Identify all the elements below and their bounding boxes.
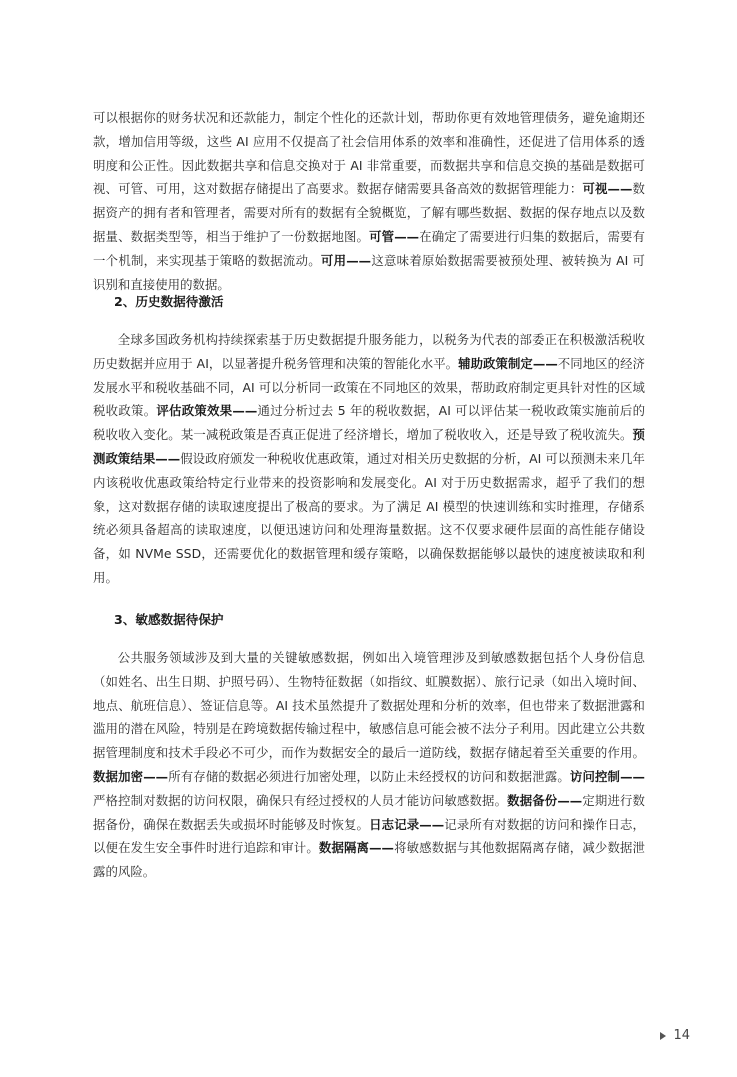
bold-term: 数据备份——: [507, 792, 583, 808]
triangle-right-icon: [660, 1032, 666, 1040]
page-number: 14: [673, 1028, 690, 1043]
body-paragraph-1: 可以根据你的财务状况和还款能力，制定个性化的还款计划，帮助你更有效地管理债务，避免逾期还款，增加信用等级，这些 AI 应用不仅提高了社会信用体系的效率和准确性，还促进了信用体系的透明度和公正性。因此数据共享和信息交换对于 AI 非常重要，而数据共享和信息交换的基础是数据可视、可管、可用，这对数据存储提出了高要求。数据存储需要具备高效的数据管理能力：可视——数据资产的拥有者和管理者，需要对所有的数据有全貌概览，了解有哪些数据、数据的保存地点以及数据量、数据类型等，相当于维护了一份数据地图。可管——在确定了需要进行归集的数据后，需要有一个机制，来实现基于策略的数据流动。可用——这意味着原始数据需要被预处理、被转换为 AI 可识别和直接使用的数据。: [93, 110, 645, 292]
bold-term: 可视——: [582, 181, 633, 197]
body-paragraph-2: 全球多国政务机构持续探索基于历史数据提升服务能力，以税务为代表的部委正在积极激活税收历史数据并应用于 AI，以显著提升税务管理和决策的智能化水平。辅助政策制定——不同地区的经济发展水平和税收基础不同，AI 可以分析同一政策在不同地区的效果，帮助政府制定更具针对性的区域税收政策。评估政策效果——通过分析过去 5 年的税收数据，AI 可以评估某一税收政策实施前后的税收收入变化。某一减税政策是否真正促进了经济增长，增加了税收收入，还是导致了税收流失。预测政策结果——假设政府颁发一种税收优惠政策，通过对相关历史数据的分析，AI 可以预测未来几年内该税收优惠政策给特定行业带来的投资影响和发展变化。AI 对于历史数据需求，超乎了我们的想象，这对数据存储的读取速度提出了极高的要求。为了满足 AI 模型的快速训练和实时推理，存储系统必须具备超高的读取速度，以便迅速访问和处理海量数据。这不仅要求硬件层面的高性能存储设备，如 NVMe SSD，还需要优化的数据管理和缓存策略，以确保数据能够以最快的速度被读取和利用。: [93, 332, 646, 585]
body-paragraph-3: 公共服务领域涉及到大量的关键敏感数据，例如出入境管理涉及到敏感数据包括个人身份信息（如姓名、出生日期、护照号码）、生物特征数据（如指纹、虹膜数据）、旅行记录（如出入境时间、地点、航班信息）、签证信息等。AI 技术虽然提升了数据处理和分析的效率，但也带来了数据泄露和滥用的潜在风险，特别是在跨境数据传输过程中，敏感信息可能会被不法分子利用。因此建立公共数据管理制度和技术手段必不可少，而作为数据安全的最后一道防线，数据存储起着至关重要的作用。数据加密——所有存储的数据必须进行加密处理，以防止未经授权的访问和数据泄露。访问控制——严格控制对数据的访问权限，确保只有经过授权的人员才能访问敏感数据。数据备份——定期进行数据备份，确保在数据丢失或损坏时能够及时恢复。日志记录——记录所有对数据的访问和操作日志，以便在发生安全事件时进行追踪和审计。数据隔离——将敏感数据与其他数据隔离存储，减少数据泄露的风险。: [93, 650, 645, 880]
bold-term: 数据加密——: [93, 768, 169, 784]
bold-term: 日志记录——: [369, 816, 445, 832]
bold-term: 访问控制——: [569, 768, 645, 784]
bold-term: 评估政策效果——: [156, 403, 258, 419]
bold-term: 预测政策结果——: [93, 427, 645, 466]
section-heading-3: 3、敏感数据待保护: [114, 612, 224, 627]
page-footer: [660, 1028, 690, 1043]
section-heading-2: 2、历史数据待激活: [114, 294, 224, 309]
bold-term: 可用——: [320, 252, 372, 268]
bold-term: 可管——: [369, 228, 420, 244]
bold-term: 数据隔离——: [318, 840, 394, 856]
bold-term: 辅助政策制定——: [458, 355, 558, 371]
